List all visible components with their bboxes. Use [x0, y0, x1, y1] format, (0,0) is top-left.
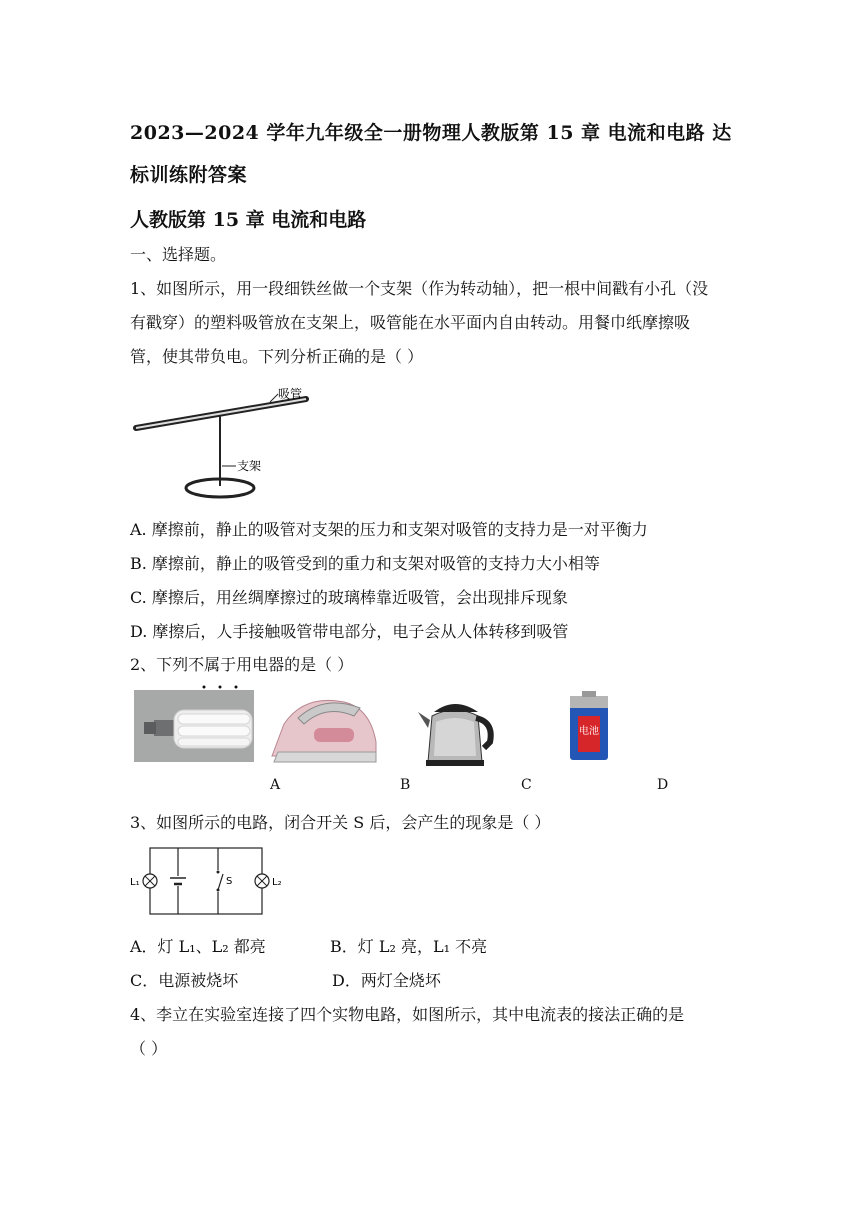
- q2-label-a: A: [270, 777, 281, 793]
- q1-label-stand: 支架: [237, 459, 262, 473]
- q2-label-d: D: [657, 777, 669, 793]
- doc-title-line2: 标训练附答案: [130, 164, 248, 186]
- q3-label-l1: L₁: [130, 877, 140, 888]
- kettle-image: [412, 682, 498, 768]
- q4-stem-line1: 4、李立在实验室连接了四个实物电路，如图所示，其中电流表的接法正确的是: [130, 1005, 685, 1024]
- q1-option-a: A. 摩擦前，静止的吸管对支架的压力和支架对吸管的支持力是一对平衡力: [130, 520, 648, 539]
- q1-stem-line3: 管，使其带负电。下列分析正确的是（ ）: [130, 347, 424, 366]
- doc-subtitle: 人教版第 15 章 电流和电路: [130, 209, 367, 231]
- q1-label-straw: 吸管: [278, 387, 303, 401]
- q3-option-d: D．两灯全烧坏: [332, 971, 441, 990]
- q1-straw-figure: [130, 382, 320, 506]
- battery-image: [566, 690, 612, 764]
- q2-label-c: C: [521, 777, 532, 793]
- q3-label-s: S: [226, 876, 233, 887]
- doc-title-line1: 2023—2024 学年九年级全一册物理人教版第 15 章 电流和电路 达: [130, 122, 732, 144]
- q3-option-b: B．灯 L₂ 亮，L₁ 不亮: [330, 937, 488, 956]
- q1-stem-line1: 1、如图所示，用一段细铁丝做一个支架（作为转动轴），把一根中间戳有小孔（没: [130, 279, 709, 298]
- q3-label-l2: L₂: [272, 877, 282, 888]
- q4-stem-line2: （ ）: [130, 1039, 168, 1058]
- q1-stem-line2: 有戳穿）的塑料吸管放在支架上，吸管能在水平面内自由转动。用餐巾纸摩擦吸: [130, 313, 691, 332]
- section-heading: 一、选择题。: [130, 245, 227, 264]
- iron-image: [264, 684, 382, 768]
- cfl-bulb-image: [134, 690, 254, 762]
- battery-text: 电池: [579, 726, 599, 737]
- q2-emphasis-dots: [200, 674, 248, 678]
- q1-option-d: D. 摩擦后，人手接触吸管带电部分，电子会从人体转移到吸管: [130, 622, 569, 641]
- q3-circuit-diagram: [128, 842, 298, 920]
- q1-option-c: C. 摩擦后，用丝绸摩擦过的玻璃棒靠近吸管，会出现排斥现象: [130, 588, 568, 607]
- q1-option-b: B. 摩擦前，静止的吸管受到的重力和支架对吸管的支持力大小相等: [130, 554, 600, 573]
- q2-label-b: B: [400, 777, 411, 793]
- q3-option-a: A．灯 L₁、L₂ 都亮: [130, 937, 266, 956]
- q3-stem: 3、如图所示的电路，闭合开关 S 后，会产生的现象是（ ）: [130, 813, 551, 832]
- q3-option-c: C．电源被烧坏: [130, 971, 239, 990]
- q2-stem: 2、下列不属于用电器的是（ ）: [130, 655, 354, 674]
